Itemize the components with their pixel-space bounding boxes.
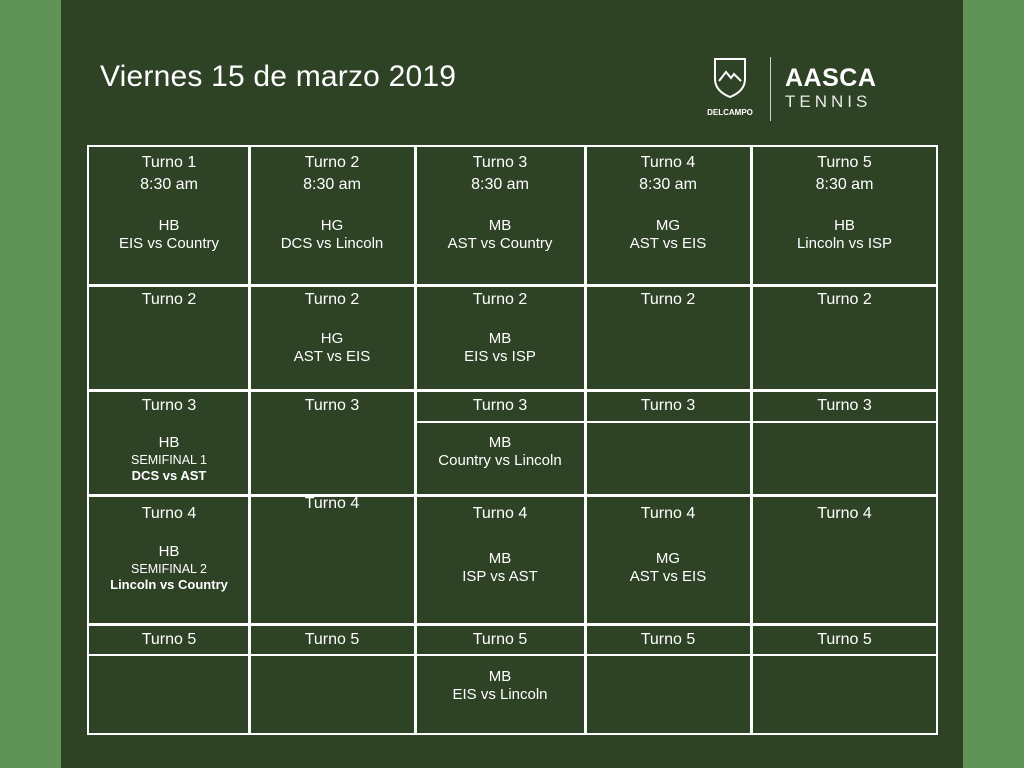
match-block: [415, 434, 585, 470]
turn-label: Turno 2: [640, 291, 696, 308]
schedule-cell: [415, 289, 585, 366]
turn-label: Turno 3: [817, 397, 872, 414]
turn-label: Turno 3: [141, 397, 197, 414]
schedule-cell: [89, 503, 249, 593]
match-group: MB: [488, 217, 512, 234]
match-teams: EIS vs Country: [118, 235, 220, 252]
match-group: HB: [158, 217, 180, 234]
turn-label: Turno 5: [304, 631, 360, 648]
schedule-cell: [585, 289, 751, 311]
match-block: [249, 330, 415, 366]
slide: [61, 0, 963, 768]
turn-label: Turno 2: [472, 291, 528, 308]
turn-label: Turno 4: [640, 505, 696, 522]
match-group: MB: [488, 330, 512, 347]
turn-label: Turno 5: [817, 154, 872, 171]
row-divider: [89, 284, 936, 287]
schedule-cell: [89, 289, 249, 311]
schedule-cell: [89, 152, 249, 253]
delcampo-text: DELCAMPO: [707, 108, 753, 117]
match-teams: Lincoln vs ISP: [796, 235, 893, 252]
turn-label: Turno 2: [817, 291, 872, 308]
turn-separator: [751, 421, 938, 423]
schedule-cell: [249, 395, 415, 417]
schedule-cell: [751, 503, 938, 525]
turn-time: 8:30 am: [639, 176, 697, 193]
turn-label: Turno 1: [141, 154, 197, 171]
turn-separator: [585, 421, 751, 423]
tennis-logo-text: TENNIS: [785, 92, 872, 111]
logo-divider: [770, 57, 771, 121]
turn-label: Turno 5: [141, 631, 197, 648]
match-block: [751, 217, 938, 253]
match-teams: EIS vs ISP: [464, 348, 536, 365]
schedule-cell: [751, 629, 938, 651]
turn-separator: [249, 654, 415, 656]
match-block: [415, 217, 585, 253]
turn-time: 8:30 am: [140, 176, 198, 193]
schedule-grid: [87, 145, 938, 735]
schedule-cell: [89, 629, 249, 651]
schedule-cell: [751, 395, 938, 417]
schedule-cell: [751, 289, 938, 311]
match-teams: EIS vs Lincoln: [452, 686, 548, 703]
match-block: [249, 217, 415, 253]
match-teams: Country vs Lincoln: [438, 452, 562, 469]
match-group: MB: [488, 434, 512, 451]
match-teams: AST vs Country: [447, 235, 553, 252]
schedule-cell: [249, 493, 415, 515]
match-teams: AST vs EIS: [629, 235, 707, 252]
match-group: HG: [320, 217, 344, 234]
turn-label: Turno 4: [304, 495, 360, 512]
match-block: [89, 434, 249, 484]
turn-label: Turno 2: [141, 291, 197, 308]
turn-label: Turno 2: [304, 154, 360, 171]
schedule-cell: [585, 503, 751, 586]
match-teams: AST vs EIS: [629, 568, 707, 585]
schedule-cell: [249, 289, 415, 366]
turn-label: Turno 3: [640, 397, 696, 414]
delcampo-crest-icon: [699, 55, 761, 123]
match-group: HB: [158, 434, 180, 451]
match-block: [415, 550, 585, 586]
turn-label: Turno 5: [817, 631, 872, 648]
match-teams: DCS vs Lincoln: [280, 235, 384, 252]
schedule-cell: [249, 629, 415, 651]
schedule-cell: [415, 503, 585, 586]
turn-label: Turno 3: [472, 154, 528, 171]
turn-label: Turno 4: [472, 505, 528, 522]
logo-area: [699, 55, 939, 130]
turn-label: Turno 2: [304, 291, 360, 308]
schedule-cell: [585, 629, 751, 651]
row-divider: [89, 389, 936, 392]
match-teams: ISP vs AST: [462, 568, 538, 585]
schedule-cell: [249, 152, 415, 253]
match-teams: Lincoln vs Country: [110, 577, 228, 592]
turn-label: Turno 4: [640, 154, 696, 171]
aasca-logo-text: AASCA: [785, 64, 877, 92]
turn-label: Turno 5: [472, 631, 528, 648]
match-stage: SEMIFINAL 1: [131, 453, 207, 467]
match-group: HB: [158, 543, 180, 560]
turn-label: Turno 3: [304, 397, 360, 414]
match-teams: DCS vs AST: [131, 468, 207, 483]
schedule-cell: [585, 395, 751, 417]
match-group: MB: [488, 668, 512, 685]
turn-label: Turno 5: [640, 631, 696, 648]
schedule-cell: [415, 152, 585, 253]
turn-time: 8:30 am: [815, 176, 874, 193]
match-group: HB: [834, 217, 855, 234]
turn-separator: [751, 654, 938, 656]
match-block: [89, 217, 249, 253]
match-block: [585, 550, 751, 586]
schedule-cell: [415, 629, 585, 704]
schedule-cell: [585, 152, 751, 253]
match-block: [415, 668, 585, 704]
match-block: [415, 330, 585, 366]
schedule-cell: [751, 152, 938, 253]
row-divider: [89, 623, 936, 626]
schedule-cell: [415, 395, 585, 470]
match-group: HG: [320, 330, 344, 347]
schedule-cell: [89, 395, 249, 484]
turn-separator: [585, 654, 751, 656]
turn-label: Turno 3: [472, 397, 528, 414]
match-block: [89, 543, 249, 593]
turn-label: Turno 4: [817, 505, 872, 522]
turn-separator: [89, 654, 249, 656]
turn-time: 8:30 am: [471, 176, 529, 193]
match-teams: AST vs EIS: [293, 348, 371, 365]
row-divider: [89, 494, 936, 497]
match-block: [585, 217, 751, 253]
match-group: MB: [488, 550, 512, 567]
page-title: Viernes 15 de marzo 2019: [100, 60, 457, 93]
turn-label: Turno 4: [141, 505, 197, 522]
match-group: MG: [655, 217, 681, 234]
match-group: MG: [655, 550, 681, 567]
match-stage: SEMIFINAL 2: [131, 562, 207, 576]
turn-time: 8:30 am: [303, 176, 361, 193]
